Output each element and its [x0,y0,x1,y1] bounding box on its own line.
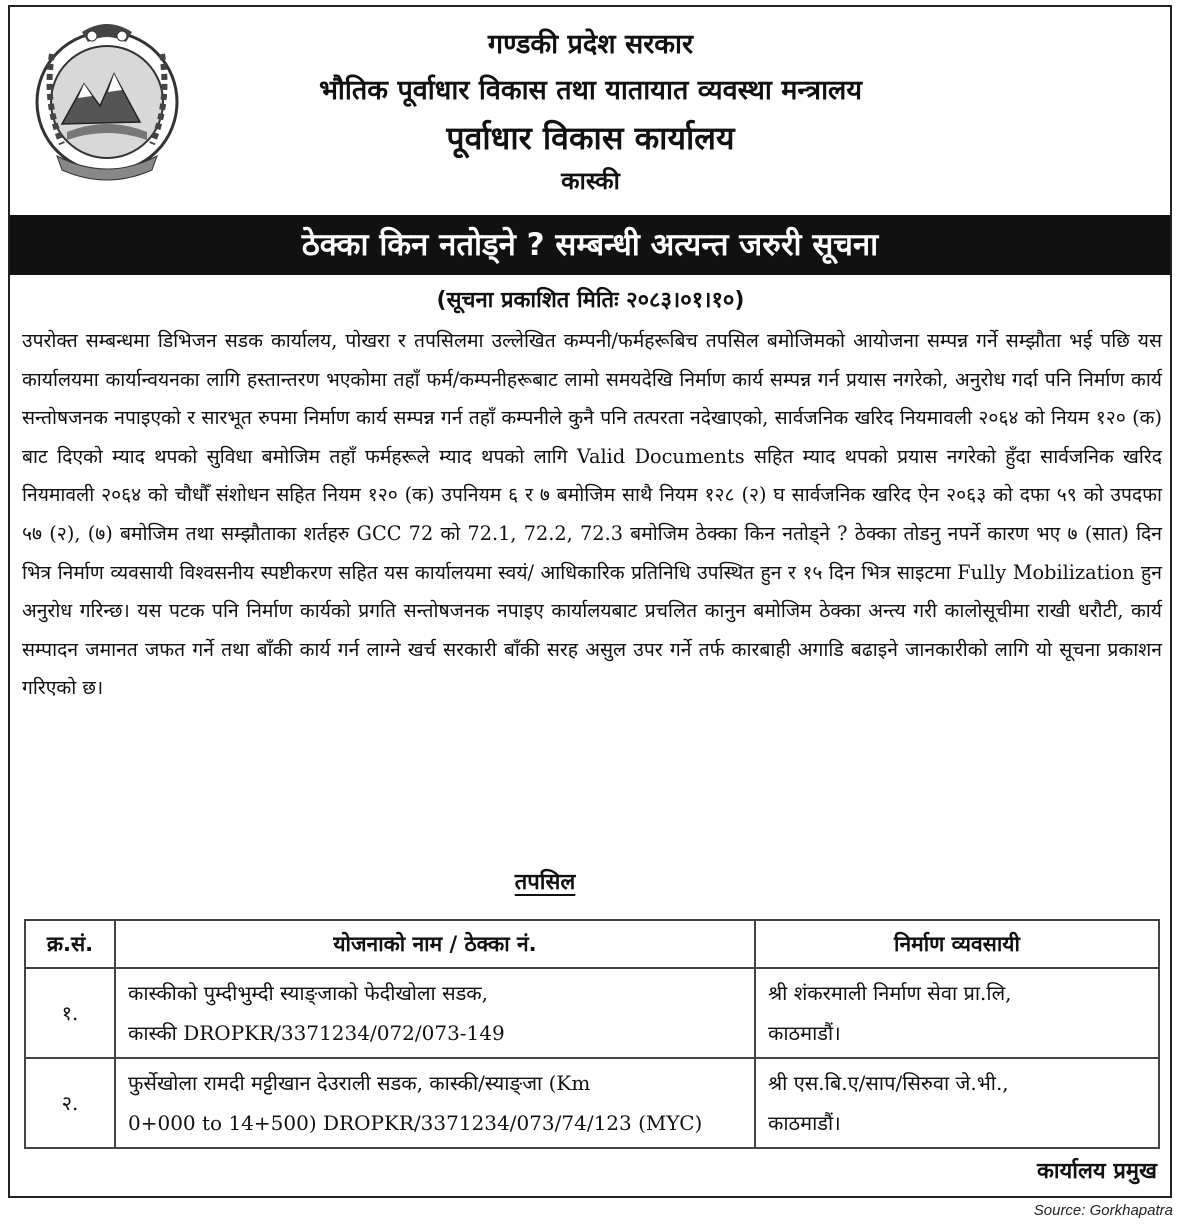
row-serial: २. [25,1058,115,1148]
row-contractor [755,968,1159,1058]
project-name-line: कास्की DROPKR/3371234/072/073-149 [128,1021,505,1045]
publish-date: (सूचना प्रकाशित मितिः २०८३।०१।१०) [436,288,745,313]
row-contractor [755,1058,1159,1148]
row-project-name [115,968,755,1058]
notice-title-banner: ठेक्का किन नतोड्ने ? सम्बन्धी अत्यन्त जरुरी सूचना [10,215,1170,275]
contractor-line: श्री शंकरमाली निर्माण सेवा प्रा.लि, [768,981,1012,1005]
row-serial: १. [25,968,115,1058]
header-project-name: योजनाको नाम / ठेक्का नं. [115,920,755,968]
details-table [24,919,1160,1149]
table-row [25,968,1159,1058]
project-name-line: फुर्सेखोला रामदी मट्टीखान देउराली सडक, कास्की/स्याङ्जा (Km [128,1071,591,1095]
header-serial: क्र.सं. [25,920,115,968]
source-credit: Source: Gorkhapatra [1033,1202,1173,1219]
header-contractor: निर्माण व्यवसायी [755,920,1159,968]
tapsil-heading: तपसिल [514,870,576,895]
ministry-title: भौतिक पूर्वाधार विकास तथा यातायात व्यवस्था मन्त्रालय [318,75,863,106]
office-chief-signoff: कार्यालय प्रमुख [1036,1159,1157,1184]
project-name-line: कास्कीको पुम्दीभुम्दी स्याङ्जाको फेदीखोला सडक, [128,981,489,1005]
contractor-line: श्री एस.बि.ए/साप/सिरुवा जे.भी., [768,1071,1009,1095]
province-title: गण्डकी प्रदेश सरकार [487,29,694,60]
row-project-name [115,1058,755,1148]
notice-body-text: उपरोक्त सम्बन्धमा डिभिजन सडक कार्यालय, पोखरा र तपसिलमा उल्लेखित कम्पनी/फर्महरूबिच तपसिल बमोजिमको आयोजना सम्पन्न गर्ने सम्झौता भई पछि यस कार्यालयमा कार्यान्वयनका लागि हस्तान्तरण भएकोमा तहाँ फर्म/कम्पनीहरूबाट लामो समयदेखि निर्माण कार्य सम्पन्न गर्न प्रयास नगरेको, अनुरोध गर्दा पनि निर्माण कार्य सन्तोषजनक नपाइएको र सारभूत रुपमा निर्माण कार्य सम्पन्न गर्न तहाँ कम्पनीले कुनै पनि तत्परता नदेखाएको, सार्वजनिक खरिद नियमावली २०६४ को नियम १२० (क) बाट दिएको म्याद थपको सुविधा बमोजिम तहाँ फर्महरूले म्याद थपको लागि Valid Documents सहित म्याद थपको प्रयास नगरेको हुँदा सार्वजनिक खरिद नियमावली २०६४ को चौधौँ संशोधन सहित नियम १२० (क) उपनियम ६ र ७ बमोजिम साथै नियम १२८ (२) घ सार्वजनिक खरिद ऐन २०६३ को दफा ५९ को उपदफा ५७ (२), (७) बमोजिम तथा सम्झौताका शर्तहरु GCC 72 को 72.1, 72.2, 72.3 बमोजिम ठेक्का किन नतोड्ने ? ठेक्का तोडनु नपर्ने कारण भए ७ (सात) दिन भित्र निर्माण व्यवसायी विश्वसनीय स्पष्टीकरण सहित यस कार्यालयमा स्वयं/ आधिकारिक प्रतिनिधि उपस्थित हुन र १५ दिन भित्र साइटमा Fully Mobilization हुन अनुरोध गरिन्छ। यस पटक पनि निर्माण कार्यको प्रगति सन्तोषजनक नपाइए कार्यालयबाट प्रचलित कानुन बमोजिम ठेक्का अन्त्य गरी कालोसूचीमा राखी धरौटी, कार्य सम्पादन जमानत जफत गर्ने तथा बाँकी कार्य गर्न लाग्ने खर्च सरकारी बाँकी सरह असुल उपर गर्ने तर्फ कारबाही अगाडि बढाइने जानकारीको लागि यो सूचना प्रकाशन गरिएको छ। [22,329,1162,700]
office-title: पूर्वाधार विकास कार्यालय [446,119,735,157]
contractor-line: काठमाडौं। [768,1111,841,1135]
table-row [25,1058,1159,1148]
table-header-row [25,920,1159,968]
project-name-line: 0+000 to 14+500) DROPKR/3371234/073/74/123 (MYC) [128,1111,703,1135]
district-title: कास्की [561,167,620,195]
contractor-line: काठमाडौं। [768,1021,841,1045]
